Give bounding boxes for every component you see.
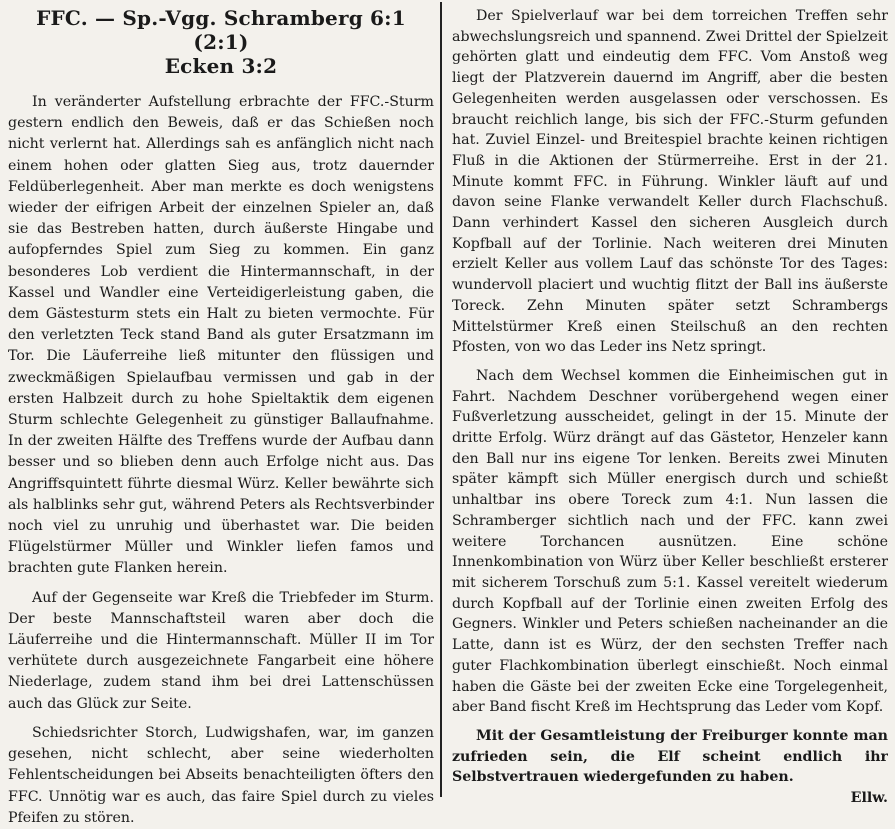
column-divider [440,2,442,797]
closing-paragraph: Mit der Gesamtleistung der Freiburger konnte man zufrieden sein, die Elf scheint endlich ihr Selbstvertrauen wiedergefunden zu haben. [452,727,888,786]
right-column [452,6,888,808]
lead-paragraph: In veränderter Aufstellung erbrachte der FFC.-Sturm gestern endlich den Beweis, daß er das Schießen noch nicht verlernt hat. Allerdings sah es anfänglich nicht nach einem hohen oder glatten Sieg aus, trotz dauernder Feldüberlegenheit. Aber man merkte es doch wenigstens wieder der eifrigen Arbeit der einzelnen Spieler an, daß sie das Bestreben hatten, durch äußerste Hingabe und aufopferndes Spiel zum Sieg zu kommen. Ein ganz besonderes Lob verdient die Hintermannschaft, in der Kassel und Wandler eine Verteidigerleistung gaben, die dem Gästesturm stets ein Halt zu bieten vermochte. Für den verletzten Teck stand Band als guter Ersatzmann im Tor. Die Läuferreihe ließ mitunter den flüssigen und zweckmäßigen Spielaufbau vermissen und gab in der ersten Halbzeit durch zu hohe Spieltaktik dem eigenen Sturm schlechte Gelegenheit zu günstiger Ballaufnahme. In der zweiten Hälfte des Treffens wurde der Aufbau dann besser und so blieben denn auch Erfolge nicht aus. Das Angriffsquintett führte diesmal Würz. Keller bewährte sich als halblinks sehr gut, während Peters als Rechtsverbinder noch viel zu unruhig und überhastet war. Die beiden Flügelstürmer Müller und Winkler liefen famos und brachten gute Flanken herein. [8,94,434,577]
referee-paragraph: Schiedsrichter Storch, Ludwigshafen, war, im ganzen gesehen, nicht schlecht, aber seine wiederholten Fehlentscheidungen bei Abseits benachteiligten öfters den FFC. Unnötig war es auch, das faire Spiel durch zu vieles Pfeifen zu stören. [8,724,434,826]
article-headline: FFC. — Sp.-Vgg. Schramberg 6:1 (2:1) [36,6,406,54]
left-column [8,6,434,829]
article-subheadline: Ecken 3:2 [164,54,278,78]
author-signature: Ellw. [850,790,888,807]
opponent-paragraph: Auf der Gegenseite war Kreß die Triebfeder im Sturm. Der beste Mannschaftsteil waren aber doch die Läuferreihe und die Hintermannschaft. Müller II im Tor verhütete durch ausgezeichnete Fangarbeit eine höhere Niederlage, zudem stand ihm bei drei Lattenschüssen auch das Glück zur Seite. [8,589,434,712]
first-half-paragraph: Der Spielverlauf war bei dem torreichen Treffen sehr abwechslungsreich und spannend. Zwei Drittel der Spielzeit gehörten glatt und eindeutig dem FFC. Vom Anstoß weg liegt der Platzverein dauernd im Angriff, aber die besten Gelegenheiten werden ausgelassen oder verschossen. Es braucht reichlich lange, bis sich der FFC.-Sturm gefunden hat. Zuviel Einzel- und Breitespiel brachte keinen richtigen Fluß in die Aktionen der Stürmerreihe. Erst in der 21. Minute kommt FFC. in Führung. Winkler läuft auf und davon seine Flanke verwandelt Keller durch Flachschuß. Dann verhindert Kassel den sicheren Ausgleich durch Kopfball auf der Torlinie. Nach weiteren drei Minuten erzielt Keller aus vollem Lauf das schönste Tor des Tages: wundervoll placiert und wuchtig flitzt der Ball ins äußerste Toreck. Zehn Minuten später setzt Schrambergs Mittelstürmer Kreß einen Steilschuß an den rechten Pfosten, von wo das Leder ins Netz springt. [452,8,888,356]
second-half-paragraph: Nach dem Wechsel kommen die Einheimischen gut in Fahrt. Nachdem Deschner vorübergehend wegen einer Fußverletzung ausscheidet, gelingt in der 15. Minute der dritte Erfolg. Würz drängt auf das Gästetor, Henzeler kann den Ball nur ins eigene Tor lenken. Bereits zwei Minuten später kämpft sich Müller energisch durch und schießt unhaltbar ins obere Toreck zum 4:1. Nun lassen die Schramberger sichtlich nach und der FFC. kann zwei weitere Torchancen ausnützen. Eine schöne Innenkombination von Würz über Keller beschließt ersterer mit sicherem Torschuß zum 5:1. Kassel vereitelt wiederum durch Kopfball auf der Torlinie einen zweiten Erfolg des Gegners. Winkler und Peters schießen nacheinander an die Latte, dann ist es Würz, der den sechsten Treffer nach guter Flachkombination überlegt einschießt. Noch einmal haben die Gäste bei der zweiten Ecke eine Torgelegenheit, aber Band fischt Kreß im Hechtsprung das Leder vom Kopf. [452,367,888,716]
